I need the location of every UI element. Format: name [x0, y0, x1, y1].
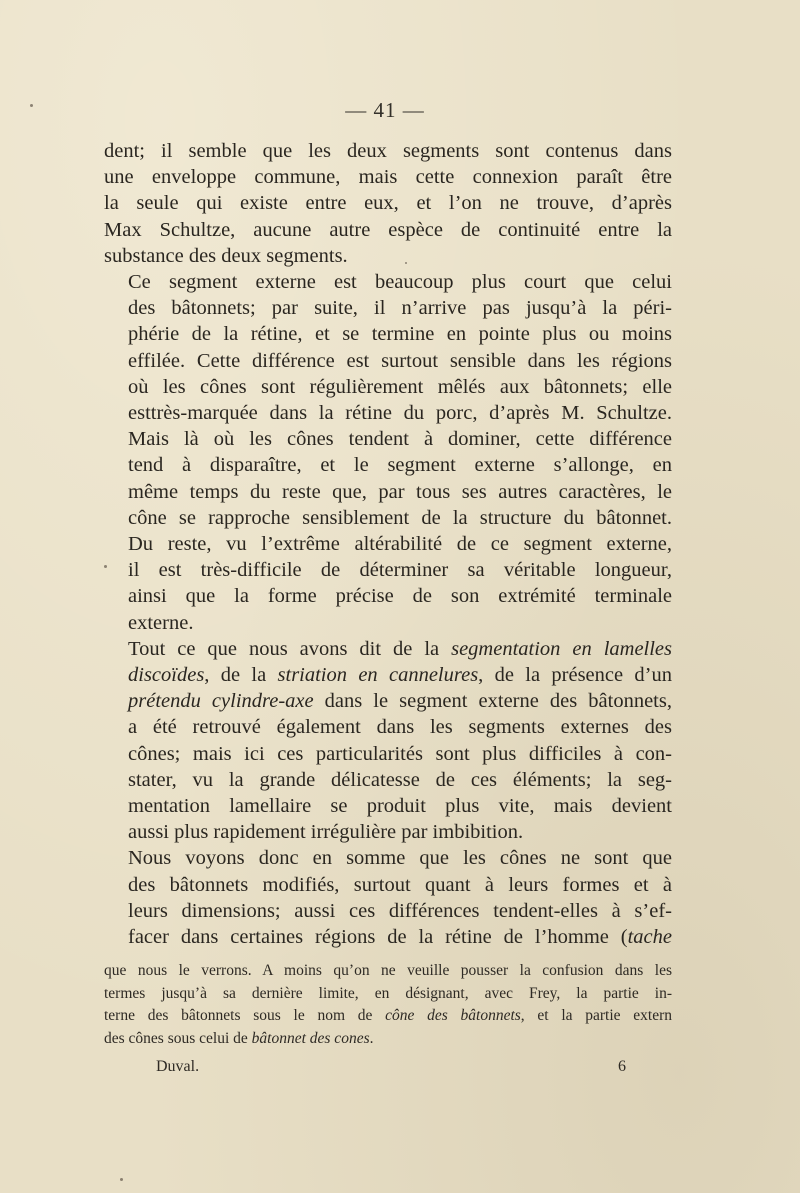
italic-term: striation en cannelures	[277, 664, 479, 687]
text-line: Ce segment externe est beaucoup plus court que celui	[128, 271, 672, 294]
text-line	[104, 636, 672, 662]
text-line	[104, 662, 672, 688]
footnote-line	[104, 1028, 672, 1051]
paragraph-1	[104, 138, 672, 269]
footnote-line: termes jusqu’à sa dernière limite, en désignant, avec Frey, la partie in-	[104, 984, 672, 1002]
text-line: dent; il semble que les deux segments sont contenus dans	[104, 140, 672, 162]
footnote-line	[104, 1005, 672, 1028]
italic-term: cône des bâtonnets	[385, 1007, 521, 1024]
text-line: cône se rapproche sensiblement de la structure du bâtonnet.	[128, 506, 672, 529]
text-line: esttrès-marquée dans la rétine du porc, d’après M. Schultze.	[128, 402, 672, 425]
text-run: dans le segment externe des bâtonnets,	[313, 690, 672, 713]
text-line	[104, 924, 672, 950]
text-line	[104, 688, 672, 714]
footnote	[104, 960, 672, 1050]
text-line: tend à disparaître, et le segment externe s’allonge, en	[128, 454, 672, 477]
paragraph-4	[104, 845, 672, 950]
footnote-line: que nous le verrons. A moins qu’on ne veuille pousser la confusion dans les	[104, 962, 672, 979]
text-run: , de la	[204, 664, 278, 687]
text-line: substance des deux segments.	[104, 244, 348, 267]
text-line: a été retrouvé également dans les segments externes des	[128, 716, 672, 739]
text-line: externe.	[128, 611, 194, 634]
text-run: , de la présence d’un	[478, 664, 672, 687]
text-line: mentation lamellaire se produit plus vite, mais devient	[128, 795, 672, 818]
paper-speck	[120, 1178, 123, 1181]
text-line: où les cônes sont régulièrement mêlés aux bâtonnets; elle	[128, 375, 672, 398]
text-line: Mais là où les cônes tendent à dominer, cette différence	[128, 428, 672, 451]
text-run: .	[369, 1029, 374, 1047]
text-line: Du reste, vu l’extrême altérabilité de ce segment externe,	[128, 533, 672, 556]
italic-term: prétendu cylindre-axe	[128, 690, 314, 713]
paper-speck	[30, 104, 33, 107]
text-line: cônes; mais ici ces particularités sont plus difficiles à con-	[128, 742, 672, 765]
italic-term: discoïdes	[128, 664, 205, 687]
text-line: Max Schultze, aucune autre espèce de continuité entre la	[104, 218, 672, 241]
text-line: une enveloppe commune, mais cette connexion paraît être	[104, 166, 672, 189]
body-text	[104, 138, 672, 950]
sheet-signature: 6	[618, 1058, 626, 1075]
text-run: terne des bâtonnets sous le nom de	[104, 1007, 386, 1024]
text-line: effilée. Cette différence est surtout sensible dans les régions	[128, 349, 672, 372]
text-line: même temps du reste que, par tous ses autres caractères, le	[128, 480, 672, 503]
paper-speck	[104, 565, 107, 568]
text-line: stater, vu la grande délicatesse de ces éléments; la seg-	[128, 768, 672, 791]
footer-author: Duval.	[156, 1058, 200, 1075]
text-line: des bâtonnets modifiés, surtout quant à leurs formes et à	[128, 873, 672, 896]
text-line: aussi plus rapidement irrégulière par imbibition.	[128, 821, 524, 844]
paragraph-2	[104, 269, 672, 636]
page-number: — 41 —	[345, 98, 425, 122]
text-run: Tout ce que nous avons dit de la	[128, 637, 452, 660]
text-line: leurs dimensions; aussi ces différences tendent-elles à s’ef-	[128, 899, 672, 922]
text-line: phérie de la rétine, et se termine en pointe plus ou moins	[128, 323, 672, 346]
italic-term: tache	[627, 926, 672, 949]
text-run: des cônes sous celui de	[104, 1029, 252, 1047]
text-line: Nous voyons donc en somme que les cônes ne sont que	[128, 847, 672, 870]
text-run: , et la partie extern	[520, 1007, 672, 1024]
text-line: ainsi que la forme précise de son extrémité terminale	[128, 585, 672, 608]
text-line: il est très-difficile de déterminer sa véritable longueur,	[128, 559, 672, 582]
text-line: des bâtonnets; par suite, il n’arrive pas jusqu’à la péri-	[128, 297, 672, 320]
text-line: la seule qui existe entre eux, et l’on ne trouve, d’après	[104, 192, 672, 215]
paper-speck	[405, 262, 407, 264]
italic-term: segmentation en lamelles	[451, 637, 673, 660]
italic-term: bâtonnet des cones	[251, 1029, 370, 1047]
paragraph-3	[104, 636, 672, 846]
text-run: facer dans certaines régions de la rétine de l’homme (	[128, 926, 628, 949]
